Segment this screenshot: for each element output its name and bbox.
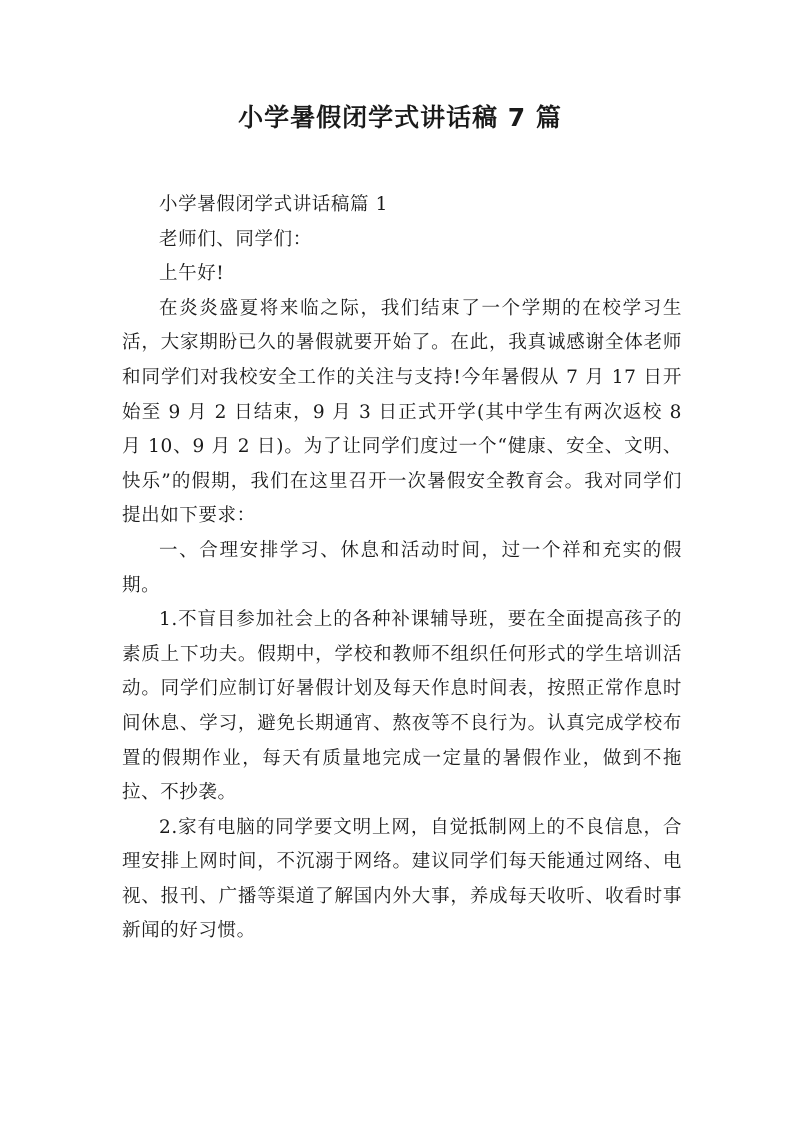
paragraph-item-1: 1.不盲目参加社会上的各种补课辅导班，要在全面提高孩子的素质上下功夫。假期中，学校和教师不组织任何形式的学生培训活动。同学们应制订好暑假计划及每天作息时间表，按照正常作息时间休息、学习，避免长期通宵、熬夜等不良行为。认真完成学校布置的假期作业，每天有质量地完成一定量的暑假作业，做到不拖拉、不抄袭。 (122, 609, 682, 804)
paragraph-item-2: 2.家有电脑的同学要文明上网，自觉抵制网上的不良信息，合理安排上网时间，不沉溺于网络。建议同学们每天能通过网络、电视、报刊、广播等渠道了解国内外大事，养成每天收听、收看时事新闻的好习惯。 (122, 816, 682, 942)
document-title: 小学暑假闭学式讲话稿 7 篇 (238, 103, 562, 132)
document-body (122, 188, 682, 949)
salutation: 老师们、同学们： (159, 228, 312, 250)
greeting: 上午好! (159, 263, 225, 285)
paragraph-intro: 在炎炎盛夏将来临之际，我们结束了一个学期的在校学习生活，大家期盼已久的暑假就要开始了。在此，我真诚感谢全体老师和同学们对我校安全工作的关注与支持!今年暑假从 7 月 17 日开始至 9 月 2 日结束，9 月 3 日正式开学(其中学生有两次返校 8 月 10、9 月 2 日)。为了让同学们度过一个“健康、安全、文明、快乐”的假期，我们在这里召开一次暑假安全教育会。我对同学们提出如下要求： (122, 297, 682, 527)
section-heading: 小学暑假闭学式讲话稿篇 1 (159, 194, 388, 215)
paragraph-requirement-1: 一、合理安排学习、休息和活动时间，过一个祥和充实的假期。 (122, 539, 682, 596)
